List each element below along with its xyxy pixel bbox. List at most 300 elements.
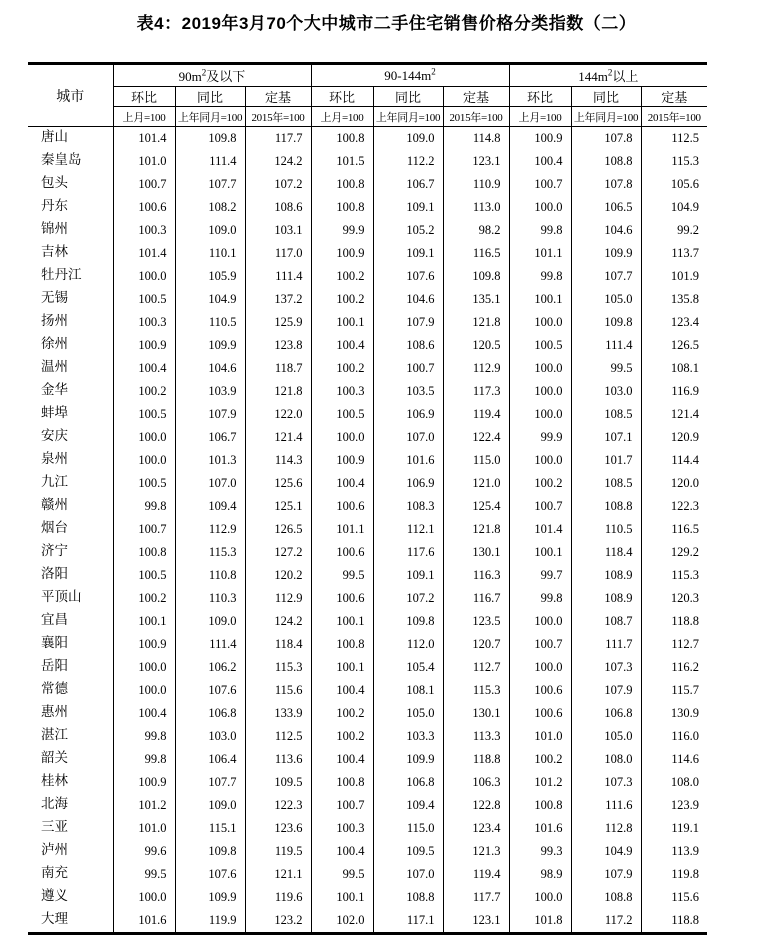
city-name: 烟台 <box>41 520 68 535</box>
index-value-cell: 107.0 <box>175 472 245 495</box>
index-value-cell: 100.0 <box>509 311 571 334</box>
index-value-cell: 109.4 <box>175 495 245 518</box>
index-value-cell: 112.5 <box>245 725 311 748</box>
index-value-cell: 125.6 <box>245 472 311 495</box>
city-cell <box>28 219 113 242</box>
index-value-cell: 105.4 <box>373 656 443 679</box>
index-value-cell: 107.7 <box>175 771 245 794</box>
index-value-cell: 130.1 <box>443 541 509 564</box>
index-value-cell: 106.9 <box>373 403 443 426</box>
index-value-cell: 100.9 <box>311 242 373 265</box>
metric-header: 同比 <box>373 87 443 107</box>
index-value-cell: 100.1 <box>113 610 175 633</box>
index-value-cell: 101.4 <box>509 518 571 541</box>
index-value-cell: 100.0 <box>113 449 175 472</box>
metric-header: 环比 <box>113 87 175 107</box>
index-value-cell: 101.3 <box>175 449 245 472</box>
index-value-cell: 100.0 <box>509 610 571 633</box>
index-value-cell: 111.7 <box>571 633 641 656</box>
index-value-cell: 99.8 <box>113 748 175 771</box>
index-value-cell: 100.8 <box>311 173 373 196</box>
index-value-cell: 119.6 <box>245 886 311 909</box>
city-cell <box>28 633 113 656</box>
index-value-cell: 133.9 <box>245 702 311 725</box>
city-name: 秦皇岛 <box>41 152 82 167</box>
city-cell <box>28 357 113 380</box>
index-value-cell: 100.8 <box>311 633 373 656</box>
index-value-cell: 106.8 <box>571 702 641 725</box>
index-value-cell: 104.9 <box>641 196 707 219</box>
table-row <box>28 771 707 794</box>
index-value-cell: 99.9 <box>509 426 571 449</box>
table-row <box>28 633 707 656</box>
table-row <box>28 380 707 403</box>
index-value-cell: 137.2 <box>245 288 311 311</box>
index-value-cell: 103.9 <box>175 380 245 403</box>
index-value-cell: 135.8 <box>641 288 707 311</box>
index-value-cell: 109.9 <box>571 242 641 265</box>
city-cell <box>28 679 113 702</box>
index-value-cell: 109.1 <box>373 564 443 587</box>
index-value-cell: 107.0 <box>373 863 443 886</box>
base-period-header: 上月=100 <box>311 107 373 127</box>
city-name: 赣州 <box>41 497 68 512</box>
city-name: 九江 <box>41 474 68 489</box>
index-value-cell: 100.0 <box>311 426 373 449</box>
group-header-144-above <box>509 64 707 87</box>
index-value-cell: 105.0 <box>571 288 641 311</box>
index-value-cell: 113.9 <box>641 840 707 863</box>
index-value-cell: 109.0 <box>175 219 245 242</box>
index-value-cell: 108.6 <box>373 334 443 357</box>
metric-header: 定基 <box>641 87 707 107</box>
city-column-header: 城市 <box>28 64 113 127</box>
index-value-cell: 115.6 <box>641 886 707 909</box>
index-value-cell: 117.3 <box>443 380 509 403</box>
city-cell <box>28 702 113 725</box>
table-body <box>28 127 707 934</box>
city-name: 襄阳 <box>41 635 68 650</box>
index-value-cell: 105.9 <box>175 265 245 288</box>
index-value-cell: 113.7 <box>641 242 707 265</box>
index-value-cell: 112.0 <box>373 633 443 656</box>
index-value-cell: 101.4 <box>113 242 175 265</box>
index-value-cell: 105.0 <box>571 725 641 748</box>
index-value-cell: 120.9 <box>641 426 707 449</box>
index-value-cell: 98.2 <box>443 219 509 242</box>
city-cell <box>28 541 113 564</box>
city-cell <box>28 495 113 518</box>
index-value-cell: 125.4 <box>443 495 509 518</box>
index-value-cell: 106.4 <box>175 748 245 771</box>
index-value-cell: 99.8 <box>509 219 571 242</box>
index-value-cell: 100.9 <box>509 127 571 151</box>
metric-header: 同比 <box>175 87 245 107</box>
index-value-cell: 107.6 <box>373 265 443 288</box>
index-value-cell: 99.5 <box>571 357 641 380</box>
index-value-cell: 130.1 <box>443 702 509 725</box>
index-value-cell: 100.1 <box>311 886 373 909</box>
index-value-cell: 108.0 <box>641 771 707 794</box>
index-value-cell: 108.8 <box>373 886 443 909</box>
table-row <box>28 219 707 242</box>
index-value-cell: 100.2 <box>311 702 373 725</box>
city-name: 包头 <box>41 175 68 190</box>
city-name: 常德 <box>41 681 68 696</box>
table-row <box>28 472 707 495</box>
index-value-cell: 123.4 <box>443 817 509 840</box>
city-cell <box>28 794 113 817</box>
index-value-cell: 100.4 <box>113 357 175 380</box>
index-value-cell: 102.0 <box>311 909 373 934</box>
index-value-cell: 99.5 <box>113 863 175 886</box>
base-period-header: 上年同月=100 <box>373 107 443 127</box>
city-name: 韶关 <box>41 750 68 765</box>
city-cell <box>28 909 113 934</box>
city-name: 桂林 <box>41 773 68 788</box>
header-base-row <box>28 107 707 127</box>
city-name: 吉林 <box>41 244 68 259</box>
city-cell <box>28 587 113 610</box>
index-value-cell: 110.5 <box>175 311 245 334</box>
index-value-cell: 106.8 <box>175 702 245 725</box>
index-value-cell: 111.4 <box>175 150 245 173</box>
index-value-cell: 110.5 <box>571 518 641 541</box>
index-value-cell: 122.3 <box>245 794 311 817</box>
index-value-cell: 100.7 <box>509 495 571 518</box>
city-name: 温州 <box>41 359 68 374</box>
index-value-cell: 100.0 <box>113 656 175 679</box>
index-value-cell: 107.9 <box>571 679 641 702</box>
index-value-cell: 99.2 <box>641 219 707 242</box>
city-cell <box>28 449 113 472</box>
index-value-cell: 105.0 <box>373 702 443 725</box>
index-value-cell: 109.9 <box>373 748 443 771</box>
city-name: 济宁 <box>41 543 68 558</box>
city-name: 南充 <box>41 865 68 880</box>
index-value-cell: 101.0 <box>113 150 175 173</box>
index-value-cell: 117.0 <box>245 242 311 265</box>
index-value-cell: 117.7 <box>443 886 509 909</box>
index-value-cell: 100.0 <box>113 886 175 909</box>
metric-header: 定基 <box>443 87 509 107</box>
table-row <box>28 541 707 564</box>
index-value-cell: 106.5 <box>571 196 641 219</box>
index-value-cell: 135.1 <box>443 288 509 311</box>
index-value-cell: 121.8 <box>443 518 509 541</box>
index-value-cell: 123.8 <box>245 334 311 357</box>
index-value-cell: 118.7 <box>245 357 311 380</box>
city-name: 唐山 <box>41 129 68 144</box>
index-value-cell: 112.7 <box>641 633 707 656</box>
index-value-cell: 103.3 <box>373 725 443 748</box>
city-cell <box>28 288 113 311</box>
index-value-cell: 106.2 <box>175 656 245 679</box>
index-value-cell: 100.2 <box>509 748 571 771</box>
city-name: 泉州 <box>41 451 68 466</box>
index-value-cell: 109.8 <box>443 265 509 288</box>
index-value-cell: 123.6 <box>245 817 311 840</box>
city-name: 平顶山 <box>41 589 82 604</box>
city-cell <box>28 311 113 334</box>
index-value-cell: 110.1 <box>175 242 245 265</box>
index-value-cell: 100.1 <box>311 656 373 679</box>
index-value-cell: 105.2 <box>373 219 443 242</box>
index-value-cell: 108.2 <box>175 196 245 219</box>
index-value-cell: 120.2 <box>245 564 311 587</box>
city-name: 岳阳 <box>41 658 68 673</box>
table-title: 表4：2019年3月70个大中城市二手住宅销售价格分类指数（二） <box>136 14 637 33</box>
index-value-cell: 98.9 <box>509 863 571 886</box>
base-period-header: 上年同月=100 <box>175 107 245 127</box>
index-value-cell: 113.0 <box>443 196 509 219</box>
index-value-cell: 104.6 <box>175 357 245 380</box>
index-value-cell: 100.4 <box>311 334 373 357</box>
index-value-cell: 101.7 <box>571 449 641 472</box>
city-name: 泸州 <box>41 842 68 857</box>
index-value-cell: 118.8 <box>641 610 707 633</box>
city-name: 三亚 <box>41 819 68 834</box>
table-row <box>28 334 707 357</box>
index-value-cell: 100.9 <box>113 771 175 794</box>
index-value-cell: 118.4 <box>245 633 311 656</box>
index-value-cell: 100.0 <box>509 403 571 426</box>
index-value-cell: 115.3 <box>443 679 509 702</box>
index-value-cell: 114.6 <box>641 748 707 771</box>
index-value-cell: 100.4 <box>509 150 571 173</box>
index-value-cell: 113.6 <box>245 748 311 771</box>
index-value-cell: 109.8 <box>571 311 641 334</box>
index-value-cell: 104.9 <box>175 288 245 311</box>
index-value-cell: 122.8 <box>443 794 509 817</box>
index-value-cell: 100.7 <box>113 518 175 541</box>
city-cell <box>28 127 113 151</box>
index-value-cell: 107.2 <box>373 587 443 610</box>
index-value-cell: 100.0 <box>509 357 571 380</box>
index-value-cell: 109.8 <box>175 840 245 863</box>
index-value-cell: 99.6 <box>113 840 175 863</box>
group-header-90-below <box>113 64 311 87</box>
index-value-cell: 119.5 <box>245 840 311 863</box>
city-name: 牡丹江 <box>41 267 82 282</box>
index-value-cell: 112.5 <box>641 127 707 151</box>
index-value-cell: 108.7 <box>571 610 641 633</box>
city-name: 徐州 <box>41 336 68 351</box>
index-value-cell: 107.6 <box>175 863 245 886</box>
index-value-cell: 107.7 <box>571 265 641 288</box>
base-period-header: 2015年=100 <box>641 107 707 127</box>
index-value-cell: 100.2 <box>311 265 373 288</box>
index-value-cell: 109.0 <box>175 610 245 633</box>
index-value-cell: 100.9 <box>311 449 373 472</box>
table-row <box>28 127 707 151</box>
index-value-cell: 100.7 <box>509 633 571 656</box>
table-row <box>28 288 707 311</box>
table-row <box>28 426 707 449</box>
index-value-cell: 100.3 <box>113 219 175 242</box>
index-value-cell: 108.6 <box>245 196 311 219</box>
index-value-cell: 107.8 <box>571 173 641 196</box>
superscript-2: 2 <box>607 67 613 78</box>
index-value-cell: 106.7 <box>175 426 245 449</box>
index-value-cell: 100.5 <box>113 472 175 495</box>
index-value-cell: 106.9 <box>373 472 443 495</box>
index-value-cell: 100.5 <box>113 564 175 587</box>
index-value-cell: 100.0 <box>509 380 571 403</box>
index-value-cell: 109.5 <box>373 840 443 863</box>
table-row <box>28 518 707 541</box>
index-value-cell: 119.8 <box>641 863 707 886</box>
index-value-cell: 103.1 <box>245 219 311 242</box>
index-value-cell: 100.1 <box>311 311 373 334</box>
index-value-cell: 100.6 <box>311 587 373 610</box>
index-value-cell: 123.4 <box>641 311 707 334</box>
index-value-cell: 111.4 <box>175 633 245 656</box>
table-row <box>28 656 707 679</box>
index-value-cell: 100.0 <box>509 656 571 679</box>
index-value-cell: 117.6 <box>373 541 443 564</box>
index-value-cell: 100.8 <box>311 771 373 794</box>
index-value-cell: 129.2 <box>641 541 707 564</box>
city-cell <box>28 610 113 633</box>
table-row <box>28 817 707 840</box>
city-cell <box>28 817 113 840</box>
base-period-header: 2015年=100 <box>443 107 509 127</box>
index-value-cell: 100.4 <box>311 472 373 495</box>
table-row <box>28 265 707 288</box>
index-value-cell: 109.8 <box>175 127 245 151</box>
index-value-cell: 100.9 <box>113 633 175 656</box>
index-value-cell: 103.0 <box>571 380 641 403</box>
index-value-cell: 100.7 <box>373 357 443 380</box>
index-value-cell: 115.3 <box>245 656 311 679</box>
index-value-cell: 125.9 <box>245 311 311 334</box>
index-value-cell: 125.1 <box>245 495 311 518</box>
index-value-cell: 101.1 <box>311 518 373 541</box>
city-name: 遵义 <box>41 888 68 903</box>
index-value-cell: 115.7 <box>641 679 707 702</box>
city-name: 大理 <box>41 911 68 926</box>
index-value-cell: 100.0 <box>509 196 571 219</box>
index-value-cell: 120.0 <box>641 472 707 495</box>
index-value-cell: 107.3 <box>571 656 641 679</box>
index-value-cell: 115.6 <box>245 679 311 702</box>
index-value-cell: 109.9 <box>175 334 245 357</box>
index-value-cell: 126.5 <box>245 518 311 541</box>
index-value-cell: 108.3 <box>373 495 443 518</box>
index-value-cell: 123.2 <box>245 909 311 934</box>
index-value-cell: 110.9 <box>443 173 509 196</box>
index-value-cell: 107.2 <box>245 173 311 196</box>
index-value-cell: 100.0 <box>113 426 175 449</box>
index-value-cell: 108.9 <box>571 587 641 610</box>
city-cell <box>28 564 113 587</box>
city-cell <box>28 518 113 541</box>
index-value-cell: 112.9 <box>245 587 311 610</box>
table-row <box>28 679 707 702</box>
index-value-cell: 123.1 <box>443 150 509 173</box>
index-value-cell: 109.8 <box>373 610 443 633</box>
index-value-cell: 104.6 <box>571 219 641 242</box>
price-index-table <box>28 62 707 935</box>
city-cell <box>28 265 113 288</box>
table-row <box>28 794 707 817</box>
index-value-cell: 101.6 <box>113 909 175 934</box>
index-value-cell: 100.3 <box>311 380 373 403</box>
index-value-cell: 101.5 <box>311 150 373 173</box>
index-value-cell: 122.4 <box>443 426 509 449</box>
city-name: 惠州 <box>41 704 68 719</box>
index-value-cell: 124.2 <box>245 150 311 173</box>
index-value-cell: 107.7 <box>175 173 245 196</box>
index-value-cell: 115.0 <box>443 449 509 472</box>
index-value-cell: 99.8 <box>509 587 571 610</box>
index-value-cell: 107.1 <box>571 426 641 449</box>
index-value-cell: 120.7 <box>443 633 509 656</box>
index-value-cell: 119.4 <box>443 863 509 886</box>
table-row <box>28 357 707 380</box>
index-value-cell: 110.3 <box>175 587 245 610</box>
index-value-cell: 100.4 <box>311 840 373 863</box>
group-label-text: 144m <box>578 69 608 84</box>
index-value-cell: 114.3 <box>245 449 311 472</box>
index-value-cell: 100.2 <box>311 288 373 311</box>
table-row <box>28 564 707 587</box>
index-value-cell: 123.5 <box>443 610 509 633</box>
city-cell <box>28 863 113 886</box>
index-value-cell: 124.2 <box>245 610 311 633</box>
city-name: 金华 <box>41 382 68 397</box>
index-value-cell: 101.0 <box>509 725 571 748</box>
table-row <box>28 495 707 518</box>
index-value-cell: 108.5 <box>571 403 641 426</box>
table-row <box>28 587 707 610</box>
base-period-header: 上月=100 <box>113 107 175 127</box>
city-cell <box>28 725 113 748</box>
index-value-cell: 100.2 <box>113 380 175 403</box>
city-cell <box>28 472 113 495</box>
index-value-cell: 107.0 <box>373 426 443 449</box>
index-value-cell: 117.7 <box>245 127 311 151</box>
index-value-cell: 99.5 <box>311 564 373 587</box>
city-cell <box>28 840 113 863</box>
index-value-cell: 108.1 <box>641 357 707 380</box>
metric-header: 环比 <box>509 87 571 107</box>
header-metric-row <box>28 87 707 107</box>
city-cell <box>28 771 113 794</box>
index-value-cell: 99.8 <box>509 265 571 288</box>
city-name: 安庆 <box>41 428 68 443</box>
index-value-cell: 109.0 <box>373 127 443 151</box>
index-value-cell: 111.4 <box>571 334 641 357</box>
metric-header: 环比 <box>311 87 373 107</box>
index-value-cell: 117.2 <box>571 909 641 934</box>
superscript-2: 2 <box>431 66 436 77</box>
index-value-cell: 118.4 <box>571 541 641 564</box>
index-value-cell: 121.4 <box>245 426 311 449</box>
index-value-cell: 112.2 <box>373 150 443 173</box>
index-value-cell: 130.9 <box>641 702 707 725</box>
index-value-cell: 106.3 <box>443 771 509 794</box>
metric-header: 定基 <box>245 87 311 107</box>
index-value-cell: 116.2 <box>641 656 707 679</box>
index-value-cell: 123.9 <box>641 794 707 817</box>
index-value-cell: 119.9 <box>175 909 245 934</box>
index-value-cell: 101.4 <box>113 127 175 151</box>
index-value-cell: 100.8 <box>509 794 571 817</box>
city-cell <box>28 380 113 403</box>
index-value-cell: 99.3 <box>509 840 571 863</box>
